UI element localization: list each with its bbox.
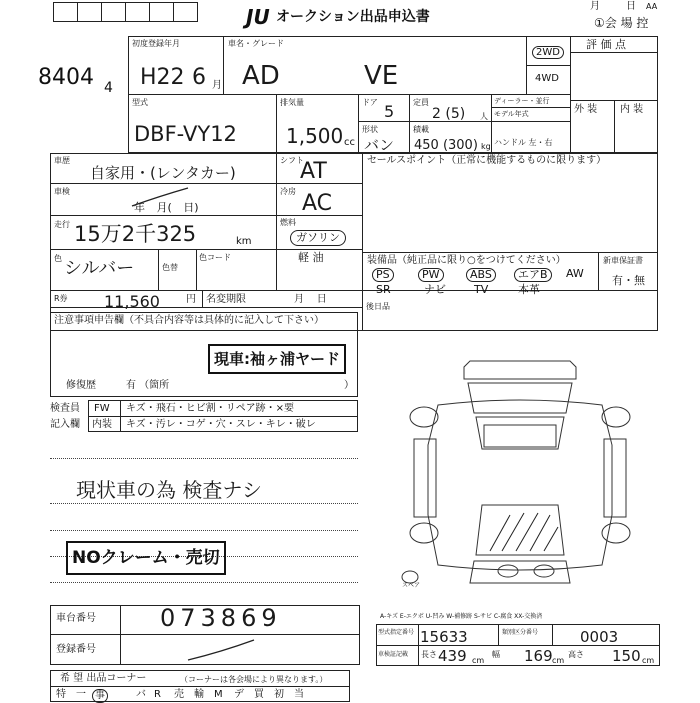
- color-no-label: 色替: [162, 263, 178, 272]
- cc-unit: cc: [344, 137, 355, 148]
- fw-label: FW: [94, 403, 110, 414]
- shift-label: シフト: [280, 156, 304, 165]
- first-reg-month: 6: [192, 65, 206, 90]
- height-value: 150: [612, 647, 641, 665]
- type-designation-value: 15633: [420, 628, 468, 646]
- legend-ext: キズ・飛石・ヒビ割・リペア跡・×要: [126, 403, 294, 414]
- no-claim-stamp: NOクレーム・売切: [66, 541, 226, 575]
- equip-airbag: エアB: [514, 268, 552, 282]
- fill-label: 記入欄: [50, 419, 80, 430]
- corner-5: R: [154, 689, 161, 700]
- inspection-strike: [130, 186, 190, 210]
- first-reg-label: 初度登録年月: [132, 39, 180, 48]
- header-month: 月: [590, 1, 600, 12]
- header-logo: JU: [246, 5, 270, 29]
- lot-number: 8404: [38, 65, 94, 90]
- length-label: 長さ: [421, 650, 437, 659]
- handwritten-note: 現状車の為 検査ナシ: [76, 478, 262, 502]
- inspection-label: 車検: [54, 187, 70, 196]
- request-label: 希 望 出品コーナー: [60, 673, 147, 684]
- mileage-value: 15万2千325: [74, 222, 197, 246]
- load-label: 積載: [413, 125, 429, 134]
- grade-value: VE: [364, 61, 399, 91]
- request-note: （コーナーは各会場により異なります。）: [180, 675, 328, 684]
- shift-value: AT: [300, 159, 327, 184]
- name-change-md: 月 日: [294, 294, 327, 305]
- header-title: オークション出品申込書: [276, 9, 430, 25]
- length-value: 439: [438, 647, 467, 665]
- km-unit: km: [236, 236, 252, 247]
- drive-4wd: 4WD: [535, 73, 559, 84]
- exterior-label: 外 装: [574, 104, 598, 115]
- chassis-label: 車台番号: [56, 613, 96, 624]
- header-aa: AA: [646, 2, 658, 11]
- width-cm: cm: [552, 656, 565, 665]
- header-venue: ①会 場 控: [594, 16, 649, 30]
- stamp: 現車:袖ヶ浦ヤード: [208, 344, 346, 374]
- width-label: 幅: [492, 650, 500, 659]
- corner-8: M: [214, 689, 223, 700]
- usage-value: 自家用・(レンタカー): [90, 164, 236, 182]
- legend-int: キズ・汚レ・コゲ・穴・スレ・キレ・破レ: [126, 419, 316, 430]
- corner-11: 初: [274, 689, 284, 700]
- length-cm: cm: [472, 656, 485, 665]
- interior-short: 内装: [92, 419, 112, 430]
- repair-close: ）: [344, 380, 354, 391]
- capacity-label: 定員: [413, 98, 429, 107]
- size-label: 車検証記載: [378, 651, 409, 658]
- equip-tv: TV: [474, 283, 489, 296]
- usage-label: 車歴: [54, 156, 70, 165]
- handle-label: ハンドル 左・右: [494, 138, 553, 147]
- model-value: DBF-VY12: [134, 122, 237, 146]
- reg-no-label: 登録番号: [56, 644, 96, 655]
- interior-label: 内 装: [620, 104, 644, 115]
- score-label: 評 価 点: [586, 38, 626, 51]
- car-name-value: AD: [242, 61, 280, 91]
- corner-12: 当: [294, 689, 304, 700]
- lot-suffix: 4: [104, 80, 113, 96]
- capacity-value: 2 (5): [432, 106, 466, 122]
- color-code-label: 色コード: [199, 253, 231, 262]
- later-label: 後日品: [366, 302, 390, 311]
- chassis-value: 073869: [160, 604, 282, 632]
- equip-sr: SR: [376, 283, 391, 296]
- sales-label: セールスポイント（正常に機能するものに限ります）: [367, 155, 607, 166]
- color-value: シルバー: [64, 258, 135, 279]
- aircon-value: AC: [302, 191, 333, 216]
- recycle-label: R券: [54, 294, 68, 303]
- name-change-label: 名変期限: [206, 294, 246, 305]
- corner-0: 特: [56, 689, 66, 700]
- corner-7: 輸: [194, 689, 204, 700]
- corner-2: 事: [92, 689, 108, 703]
- mileage-label: 走行: [54, 220, 70, 229]
- color-label: 色: [54, 254, 62, 263]
- kg-unit: kg: [481, 142, 491, 151]
- shape-value: バン: [364, 136, 395, 154]
- door-label: ドア: [362, 98, 378, 107]
- displacement-label: 排気量: [280, 98, 304, 107]
- equip-label: 装備品（純正品に限り○をつけてください）: [367, 255, 566, 266]
- header-day: 日: [626, 1, 636, 12]
- reg-no-strike: [186, 636, 256, 664]
- equip-aw: AW: [566, 267, 584, 280]
- fuel-label: 燃料: [280, 218, 296, 227]
- first-reg-month-unit: 月: [212, 80, 222, 91]
- equip-leather: 本革: [518, 283, 540, 296]
- notes-label: 注意事項申告欄（不具合内容等は具体的に記入して下さい）: [54, 315, 324, 326]
- height-label: 高さ: [568, 650, 584, 659]
- warranty-value: 有・無: [612, 274, 645, 287]
- class-value: 0003: [580, 628, 619, 646]
- drive-2wd: 2WD: [532, 46, 564, 59]
- equip-ps: PS: [372, 268, 394, 282]
- person-unit: 人: [480, 112, 488, 121]
- dealer-label: ディーラー・並行: [494, 97, 550, 105]
- new-car-warranty-label: 新車保証書: [603, 256, 643, 265]
- width-value: 169: [524, 647, 553, 665]
- class-label: 類別区分番号: [502, 629, 539, 636]
- repair-label: 修復歴: [66, 380, 96, 391]
- aircon-label: 冷房: [280, 187, 296, 196]
- model-label: 型式: [132, 98, 148, 107]
- shape-label: 形状: [362, 125, 378, 134]
- spare-label: スペア: [402, 582, 421, 589]
- damage-legend: A-キズ E-エクボ U-凹み W-補修跡 S-サビ C-腐食 XX-交換済: [380, 613, 543, 620]
- equip-abs: ABS: [466, 268, 496, 282]
- corner-6: 売: [174, 689, 184, 700]
- type-designation-label: 型式指定番号: [378, 629, 415, 636]
- recycle-value: 11,560: [104, 292, 160, 311]
- inspection-value: 年 月( 日): [134, 201, 199, 214]
- first-reg-value: H22: [140, 65, 185, 90]
- car-damage-diagram: [398, 355, 643, 595]
- yen-unit: 円: [186, 294, 196, 305]
- displacement-value: 1,500: [286, 124, 344, 148]
- corner-4: バ: [136, 689, 146, 700]
- repair-value: 有 （箇所: [126, 380, 170, 391]
- equip-navi: ナビ: [424, 283, 446, 296]
- fuel-value: ガソリン: [290, 230, 346, 246]
- car-name-label: 車名・グレード: [228, 39, 284, 48]
- corner-9: デ: [234, 689, 244, 700]
- fuel-light: 軽 油: [298, 251, 324, 264]
- door-value: 5: [384, 102, 395, 121]
- load-value: 450 (300): [414, 138, 478, 153]
- corner-1: 一: [76, 689, 86, 700]
- inspector-label: 検査員: [50, 403, 80, 414]
- height-cm: cm: [642, 656, 655, 665]
- model-year-label: モデル年式: [494, 110, 529, 118]
- equip-pw: PW: [418, 268, 444, 282]
- corner-10: 買: [254, 689, 264, 700]
